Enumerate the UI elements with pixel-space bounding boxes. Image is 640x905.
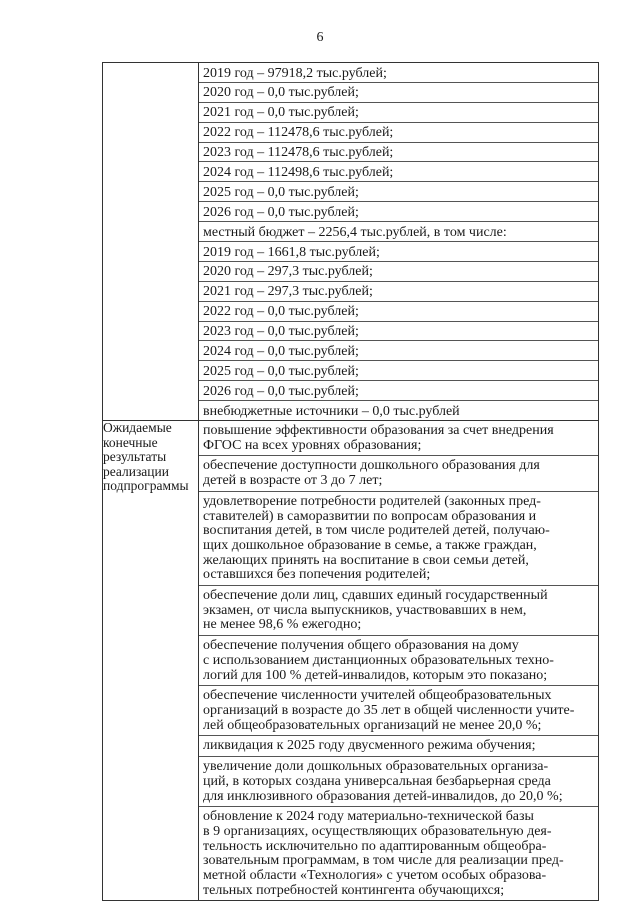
- results-row: [103, 421, 599, 901]
- funding-line: 2021 год – 0,0 тыс.рублей;: [199, 103, 598, 123]
- result-item: [199, 456, 598, 491]
- result-line: детей в возрасте от 3 до 7 лет;: [203, 473, 383, 489]
- result-line: желающих принять на воспитание в свои семьи детей,: [203, 552, 529, 568]
- funding-line: 2022 год – 112478,6 тыс.рублей;: [199, 123, 598, 143]
- page-number: 6: [316, 30, 324, 45]
- result-line: повышение эффективности образования за счет внедрения: [203, 423, 554, 439]
- result-line: удовлетворение потребности родителей (законных пред-: [203, 493, 541, 509]
- result-item: [199, 636, 598, 686]
- results-label-line: Ожидаемые: [103, 420, 172, 436]
- funding-line: 2026 год – 0,0 тыс.рублей;: [199, 202, 598, 222]
- result-item: [199, 421, 598, 456]
- result-line: оставшихся без попечения родителей;: [203, 567, 431, 583]
- result-line: обеспечение доступности дошкольного образования для: [203, 458, 540, 474]
- result-line: обеспечение доли лиц, сдавших единый государственный: [203, 588, 548, 604]
- result-line: обеспечение получения общего образования на дому: [203, 638, 519, 654]
- result-line: ликвидация к 2025 году двусменного режима обучения;: [203, 738, 536, 754]
- result-line: логий для 100 % детей-инвалидов, которым это показано;: [203, 667, 548, 683]
- funding-line: 2024 год – 0,0 тыс.рублей;: [199, 341, 598, 361]
- results-label-cell: [103, 421, 199, 901]
- result-item: [199, 686, 598, 736]
- result-line: для инклюзивного образования детей-инвалидов, до 20,0 %;: [203, 788, 563, 804]
- result-item: [199, 492, 598, 586]
- result-item: [199, 586, 598, 636]
- result-line: воспитания детей, в том числе родителей детей, получаю-: [203, 523, 550, 539]
- result-line: ФГОС на всех уровнях образования;: [203, 437, 422, 453]
- funding-line: 2023 год – 0,0 тыс.рублей;: [199, 322, 598, 342]
- result-line: ций, в которых создана универсальная безбарьерная среда: [203, 773, 551, 789]
- result-line: в 9 организациях, осуществляющих образовательную дея-: [203, 823, 552, 839]
- result-line: лей общеобразовательных организаций не менее 20,0 %;: [203, 717, 542, 733]
- funding-line: 2022 год – 0,0 тыс.рублей;: [199, 302, 598, 322]
- result-line: с использованием дистанционных образовательных техно-: [203, 652, 554, 668]
- result-line: метной области «Технология» с учетом особых образова-: [203, 868, 547, 884]
- funding-line: 2024 год – 112498,6 тыс.рублей;: [199, 162, 598, 182]
- result-line: обновление к 2024 году материально-технической базы: [203, 809, 534, 825]
- funding-line: 2025 год – 0,0 тыс.рублей;: [199, 361, 598, 381]
- funding-row: [103, 63, 599, 421]
- result-line: организаций в возрасте до 35 лет в общей численности учите-: [203, 702, 575, 718]
- result-line: не менее 98,6 % ежегодно;: [203, 617, 362, 633]
- result-line: экзамен, от числа выпускников, участвовавших в нем,: [203, 602, 527, 618]
- results-label-line: подпрограммы: [103, 478, 189, 494]
- funding-line: 2021 год – 297,3 тыс.рублей;: [199, 282, 598, 302]
- results-label-line: реализации: [103, 463, 169, 479]
- result-line: тельных потребностей контингента обучающихся;: [203, 882, 505, 898]
- funding-label-cell: [103, 63, 199, 421]
- result-line: обеспечение численности учителей общеобразовательных: [203, 688, 552, 704]
- funding-line: 2019 год – 97918,2 тыс.рублей;: [199, 63, 598, 83]
- funding-line: внебюджетные источники – 0,0 тыс.рублей: [203, 403, 460, 419]
- funding-line: 2020 год – 297,3 тыс.рублей;: [199, 262, 598, 282]
- funding-line: 2019 год – 1661,8 тыс.рублей;: [199, 242, 598, 262]
- result-line: ставителей) в саморазвитии по вопросам образования и: [203, 508, 537, 524]
- results-content-cell: [199, 421, 599, 901]
- results-label-line: конечные: [103, 434, 158, 450]
- funding-line: 2026 год – 0,0 тыс.рублей;: [199, 381, 598, 401]
- program-table: [102, 62, 599, 901]
- results-label-line: результаты: [103, 449, 167, 465]
- funding-line: 2025 год – 0,0 тыс.рублей;: [199, 182, 598, 202]
- result-item: [199, 736, 598, 757]
- result-line: увеличение доли дошкольных образовательных организа-: [203, 759, 549, 775]
- funding-content-cell: [199, 63, 599, 421]
- funding-line: 2023 год – 112478,6 тыс.рублей;: [199, 143, 598, 163]
- result-item: [199, 757, 598, 807]
- funding-line: местный бюджет – 2256,4 тыс.рублей, в том числе:: [199, 222, 598, 242]
- result-line: щих дошкольное образование в семье, а также граждан,: [203, 537, 537, 553]
- result-item: [199, 807, 598, 900]
- result-line: тельность исключительно по адаптированным общеобра-: [203, 838, 547, 854]
- result-line: зовательным программам, в том числе для реализации пред-: [203, 853, 564, 869]
- funding-line: 2020 год – 0,0 тыс.рублей;: [199, 83, 598, 103]
